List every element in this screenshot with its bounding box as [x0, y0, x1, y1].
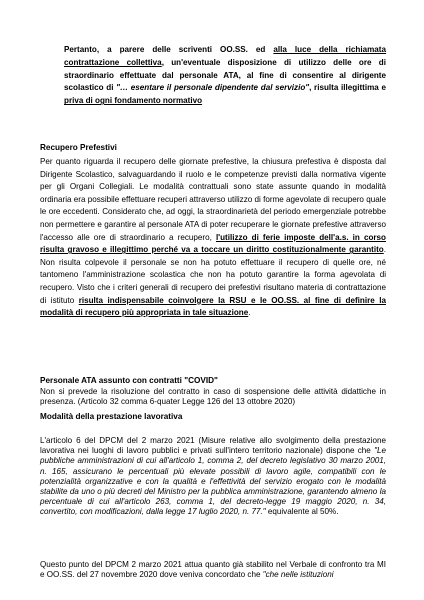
- recupero-text-1: Per quanto riguarda il recupero delle giornate prefestive, la chiusura prefestiva è disposta dal Dirigente Scolastico, salvaguardando il ruolo e le competenze previsti dalla normativa vigente per gli Organi Collegiali. Le modalità contrattuali sono state assunte quando in modalità ordinaria era possibile effettuare recuperi attraverso utilizzo di forme agevolate di recupero quale le ore eccedenti. Considerato che, ad oggi, la straordinarietà del periodo emergenziale potrebbe non permettere e garantire al personale ATA di poter recuperare le giornate prefestive attraverso l'accesso alle ore di straordinario a recupero,: [40, 157, 386, 242]
- intro-text-2: alla luce della richiamata contrattazione collettiva: [64, 45, 386, 67]
- covid-paragraph: Non si prevede la risoluzione del contratto in caso di sospensione delle attività didattiche in presenza. (Articolo 32 comma 6-quater Legge 126 del 13 ottobre 2020): [40, 387, 386, 407]
- last-text-2: "che nelle istituzioni: [262, 570, 334, 580]
- recupero-text-3: . Non risulta colpevole il personale se non ha potuto effettuare il recupero di quelle ore, né tantomeno l'amministrazione scolastica che non ha potuto garantire la forma agevolata di recupero. Visto che i criteri generali di recupero dei prefestivi risultano materia di contrattazione di istituto: [40, 245, 386, 305]
- recupero-heading: Recupero Prefestivi: [40, 143, 117, 152]
- modalita-text-1: L'articolo 6 del DPCM del 2 marzo 2021 (Misure relative allo svolgimento della prestazione lavorativa nei luoghi di lavoro pubblici e privati sull'intero territorio nazionale) dispone che: [40, 436, 386, 456]
- intro-text-5: , risulta illegittima e: [309, 83, 386, 93]
- modalita-paragraph: [40, 436, 386, 518]
- modalita-heading: Modalità della prestazione lavorativa: [40, 412, 183, 421]
- intro-text-6: priva di ogni fondamento normativo: [64, 96, 203, 106]
- recupero-text-4: risulta indispensabile coinvolgere la RSU e le OO.SS. al fine di definire la modalità di recupero più appropriata in tale situazione: [40, 295, 386, 318]
- modalita-text-2: "Le pubbliche amministrazioni di cui all'articolo 1, comma 2, del decreto legislativo 30 marzo 2001, n. 165, assicurano le percentuali più elevate possibili di lavoro agile, compatibili con le potenzialità organizzative e con la qualità e l'effettività del servizio erogato con le modalità stabilite da uno o più decreti del Ministro per la pubblica amministrazione, garantendo almeno la percentuale di cui all'articolo 263, comma 1, del decreto-legge 19 maggio 2020, n. 34, convertito, con modificazioni, dalla legge 17 luglio 2020, n. 77.": [40, 446, 386, 517]
- intro-text-1: Pertanto, a parere delle scriventi OO.SS. ed: [64, 45, 274, 54]
- modalita-text-3: equivalente al 50%.: [265, 507, 339, 517]
- covid-heading: Personale ATA assunto con contratti "COVID": [40, 376, 218, 385]
- intro-text-4: "… esentare il personale dipendente dal servizio": [116, 83, 310, 93]
- last-text-1: Questo punto del DPCM 2 marzo 2021 attua quanto già stabilito nel Verbale di confronto tra MI e OO.SS. del 27 novembre 2020 dove veniva concordato che: [40, 560, 386, 580]
- last-paragraph: [40, 560, 386, 580]
- intro-paragraph: [64, 44, 386, 108]
- intro-text-3: , un'eventuale disposizione di utilizzo delle ore di straordinario effettuate dal personale ATA, al fine di consentire al dirigente scolastico di: [64, 57, 386, 93]
- recupero-text-5: .: [248, 308, 251, 318]
- recupero-paragraph: [40, 156, 386, 320]
- recupero-text-2: l'utilizzo di ferie imposte dell'a.s. in corso risulta gravoso e illegittimo perché va a toccare un diritto costituzionalmente garantito: [40, 232, 386, 255]
